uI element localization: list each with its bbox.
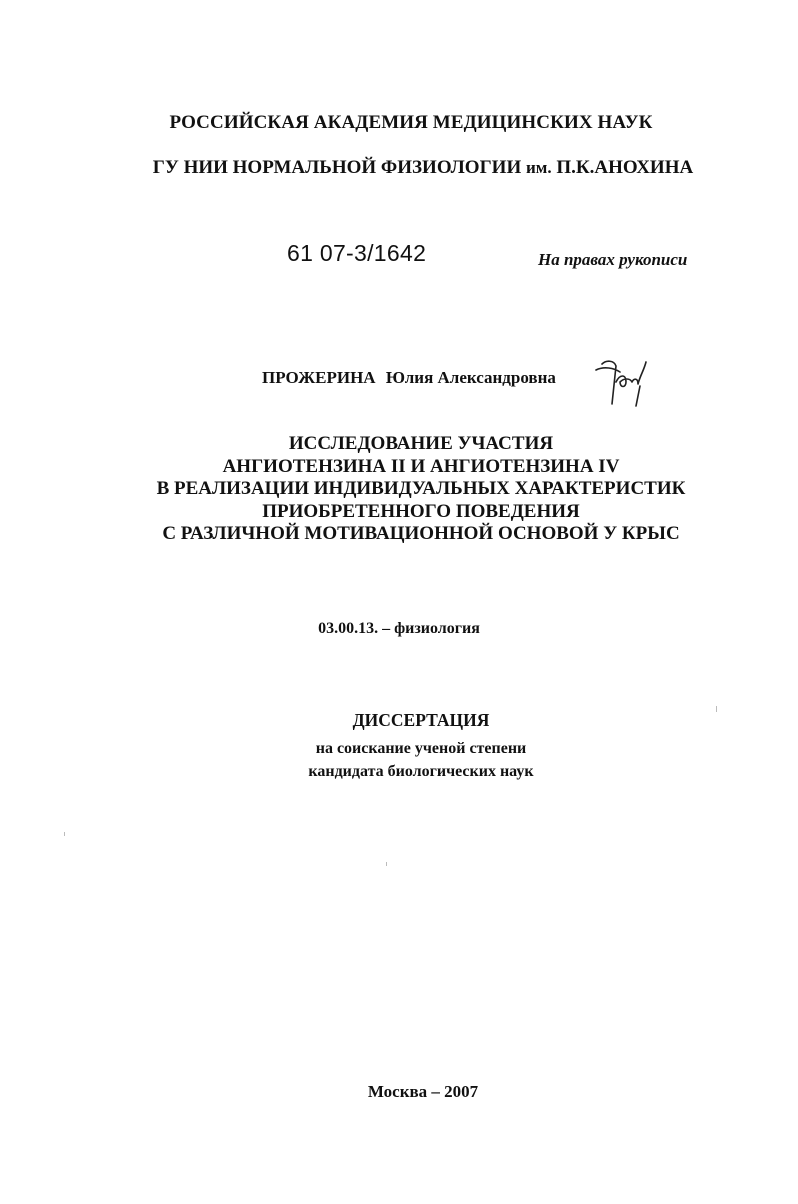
- dissertation-type: ДИССЕРТАЦИЯ: [352, 710, 490, 730]
- rights-note: На правах рукописи: [538, 250, 688, 269]
- institute-abbr: им.: [525, 158, 552, 177]
- specialty-code: 03.00.13. – физиология: [318, 620, 480, 637]
- institute-main: ГУ НИИ НОРМАЛЬНОЙ ФИЗИОЛОГИИ: [152, 157, 522, 178]
- title-line: АНГИОТЕНЗИНА II И АНГИОТЕНЗИНА IV: [222, 455, 620, 477]
- scan-speck: [716, 706, 717, 712]
- institute-name: [24, 157, 798, 179]
- author-given-names: Юлия Александровна: [385, 368, 556, 387]
- degree-statement: [22, 737, 798, 783]
- dissertation-title: [22, 433, 798, 546]
- catalog-number: 61 07-3/1642: [287, 240, 427, 266]
- author-name: [262, 368, 556, 388]
- scan-speck: [386, 862, 387, 866]
- title-line: С РАЗЛИЧНОЙ МОТИВАЦИОННОЙ ОСНОВОЙ У КРЫС: [162, 523, 680, 544]
- scan-speck: [64, 832, 65, 836]
- degree-line: кандидата биологических наук: [308, 763, 534, 780]
- place-year: Москва – 2007: [367, 1082, 479, 1101]
- title-line: ИССЛЕДОВАНИЕ УЧАСТИЯ: [288, 433, 554, 454]
- academy-name: РОССИЙСКАЯ АКАДЕМИЯ МЕДИЦИНСКИХ НАУК: [169, 112, 653, 133]
- signature-icon: [592, 356, 650, 410]
- title-line: В РЕАЛИЗАЦИИ ИНДИВИДУАЛЬНЫХ ХАРАКТЕРИСТИК: [156, 478, 686, 499]
- degree-line: на соискание ученой степени: [315, 740, 527, 757]
- institute-person: П.К.АНОХИНА: [556, 157, 694, 178]
- title-line: ПРИОБРЕТЕННОГО ПОВЕДЕНИЯ: [262, 500, 580, 522]
- author-surname: ПРОЖЕРИНА: [262, 368, 376, 387]
